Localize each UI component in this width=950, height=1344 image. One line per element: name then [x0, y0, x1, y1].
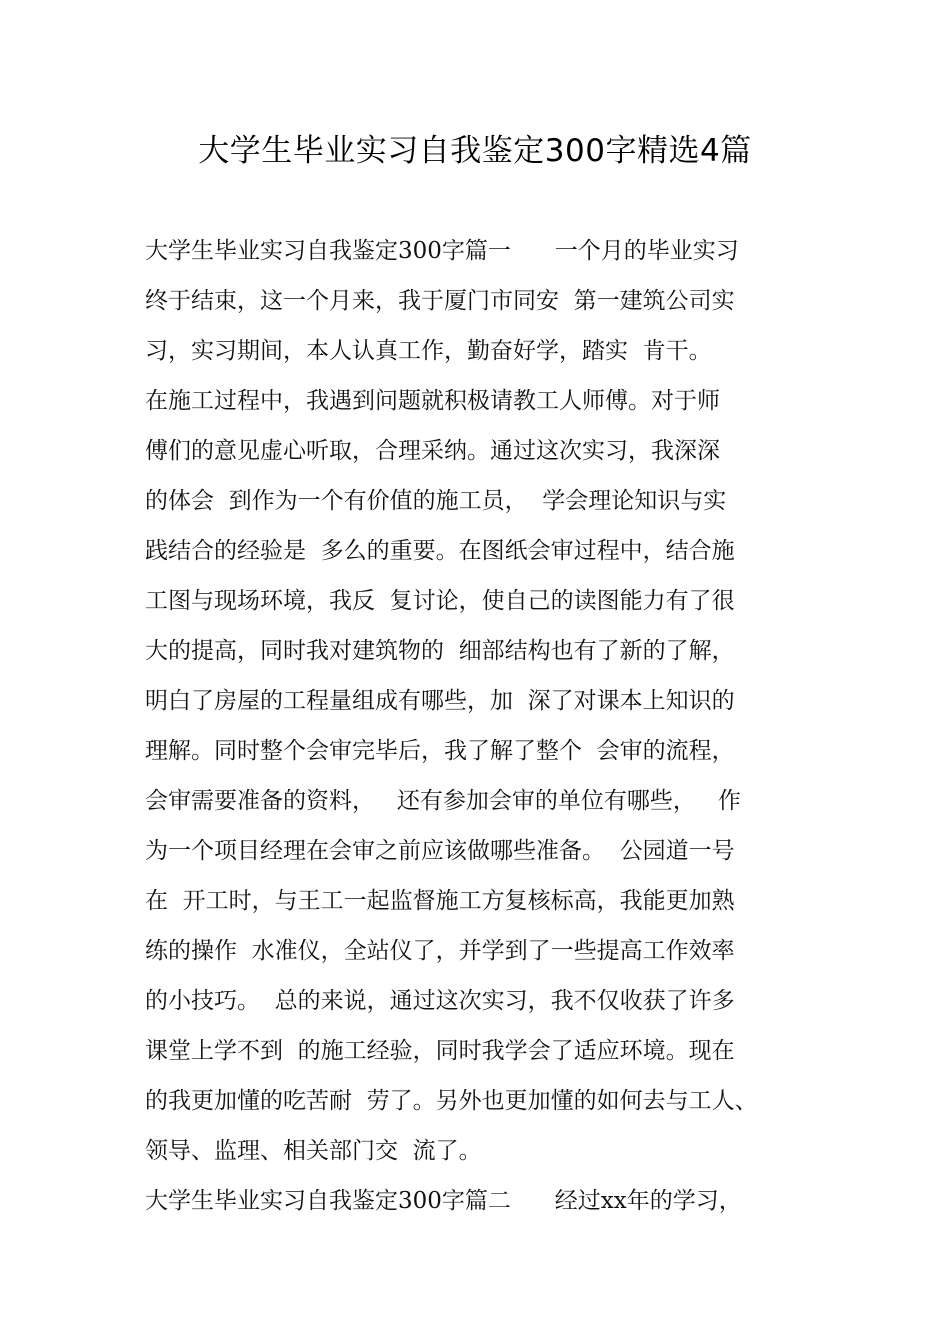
text-line: 践结合的经验是 多么的重要。在图纸会审过程中，结合施 [145, 538, 735, 564]
text-line: 的体会 到作为一个有价值的施工员， 学会理论知识与实 [145, 488, 727, 514]
text-line: 大学生毕业实习自我鉴定300字篇一 一个月的毕业实习 [145, 238, 739, 264]
section-heading-line: 大学生毕业实习自我鉴定300字篇二 经过xx年的学习， [145, 1188, 742, 1214]
text-line: 理解。同时整个会审完毕后，我了解了整个 会审的流程， [145, 738, 735, 764]
text-line: 的小技巧。 总的来说，通过这次实习，我不仅收获了许多 [145, 988, 735, 1014]
text-line: 终于结束，这一个月来，我于厦门市同安 第一建筑公司实 [145, 288, 735, 314]
text-line: 课堂上学不到 的施工经验，同时我学会了适应环境。现在 [145, 1038, 735, 1064]
text-line: 会审需要准备的资料， 还有参加会审的单位有哪些， 作 [145, 788, 741, 814]
text-line: 傅们的意见虚心听取，合理采纳。通过这次实习，我深深 [145, 438, 720, 464]
text-line: 明白了房屋的工程量组成有哪些，加 深了对课本上知识的 [145, 688, 735, 714]
text-line: 为一个项目经理在会审之前应该做哪些准备。 公园道一号 [145, 838, 735, 864]
text-line: 领导、监理、相关部门交 流了。 [145, 1138, 482, 1164]
document-title: 大学生毕业实习自我鉴定300字精选4篇 [198, 133, 752, 169]
text-line: 在 开工时，与王工一起监督施工方复核标高，我能更加熟 [145, 888, 735, 914]
text-line: 工图与现场环境，我反 复讨论，使自己的读图能力有了很 [145, 588, 735, 614]
document-body [145, 226, 835, 1226]
text-line: 习，实习期间，本人认真工作，勤奋好学，踏实 肯干。 [145, 338, 712, 364]
text-line: 大的提高，同时我对建筑物的 细部结构也有了新的了解， [145, 638, 735, 664]
text-line: 在施工过程中，我遇到问题就积极请教工人师傅。对于师 [145, 388, 720, 414]
text-line: 练的操作 水准仪，全站仪了，并学到了一些提高工作效率 [145, 938, 735, 964]
text-line: 的我更加懂的吃苦耐 劳了。另外也更加懂的如何去与工人、 [145, 1088, 758, 1114]
